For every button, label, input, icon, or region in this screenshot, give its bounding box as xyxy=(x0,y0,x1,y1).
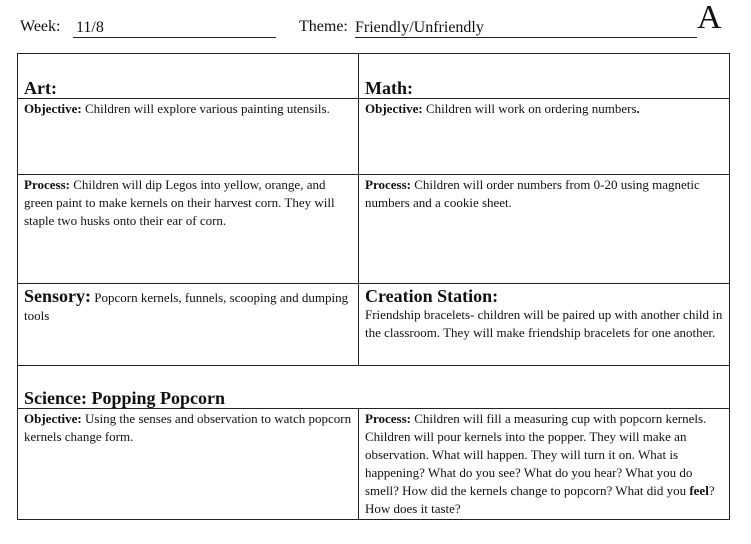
sensory-heading: Sensory: xyxy=(24,286,91,306)
science-process-bold-word: feel xyxy=(689,483,709,498)
week-label: Week: xyxy=(20,18,61,35)
math-process-cell xyxy=(359,175,729,284)
art-objective-cell xyxy=(18,99,359,175)
math-heading-cell xyxy=(359,54,729,99)
math-heading: Math: xyxy=(365,78,413,98)
art-heading: Art: xyxy=(24,78,57,98)
science-objective-label: Objective: xyxy=(24,411,82,426)
theme-label: Theme: xyxy=(299,18,348,35)
science-process-cell xyxy=(359,409,729,519)
science-process-text-2: ? How does it taste? xyxy=(365,483,715,516)
creation-station-text: Friendship bracelets- children will be paired up with another child in the classroom. They will make friendship bracelets for one another. xyxy=(365,307,723,340)
group-letter: A xyxy=(697,0,722,36)
sensory-text: Popcorn kernels, funnels, scooping and dumping tools xyxy=(24,290,349,323)
art-process-cell xyxy=(18,175,359,284)
science-process-text-1: Children will fill a measuring cup with popcorn kernels. Children will pour kernels into the popper. They will make an observation. What will happen. They will turn it on. What is happening? What do you see? What do you hear? What you do smell? How did the kernels change to popcorn? What did you xyxy=(365,411,707,498)
math-process-label: Process: xyxy=(365,177,411,192)
art-objective-label: Objective: xyxy=(24,101,82,116)
page-header xyxy=(0,0,751,50)
week-value: 11/8 xyxy=(73,18,276,38)
science-objective-text: Using the senses and observation to watch popcorn kernels change form. xyxy=(24,411,352,444)
creation-station-cell xyxy=(359,284,729,366)
math-objective-cell xyxy=(359,99,729,175)
science-process-label: Process: xyxy=(365,411,411,426)
creation-station-heading: Creation Station: xyxy=(365,286,499,306)
sensory-cell xyxy=(18,284,359,366)
math-objective-label: Objective: xyxy=(365,101,423,116)
art-process-text: Children will dip Legos into yellow, orange, and green paint to make kernels on their harvest corn. They will staple two husks onto their ear of corn. xyxy=(24,177,335,228)
art-objective-text: Children will explore various painting utensils. xyxy=(81,101,330,116)
science-heading-cell xyxy=(18,366,729,409)
science-objective-cell xyxy=(18,409,359,519)
science-heading: Science: Popping Popcorn xyxy=(24,388,225,408)
art-heading-cell xyxy=(18,54,359,99)
math-objective-text: Children will work on ordering numbers xyxy=(422,101,637,116)
lesson-plan-table xyxy=(17,53,730,520)
math-process-text: Children will order numbers from 0-20 using magnetic numbers and a cookie sheet. xyxy=(365,177,700,210)
math-objective-period: . xyxy=(636,101,640,116)
art-process-label: Process: xyxy=(24,177,70,192)
theme-value: Friendly/Unfriendly xyxy=(355,18,697,38)
